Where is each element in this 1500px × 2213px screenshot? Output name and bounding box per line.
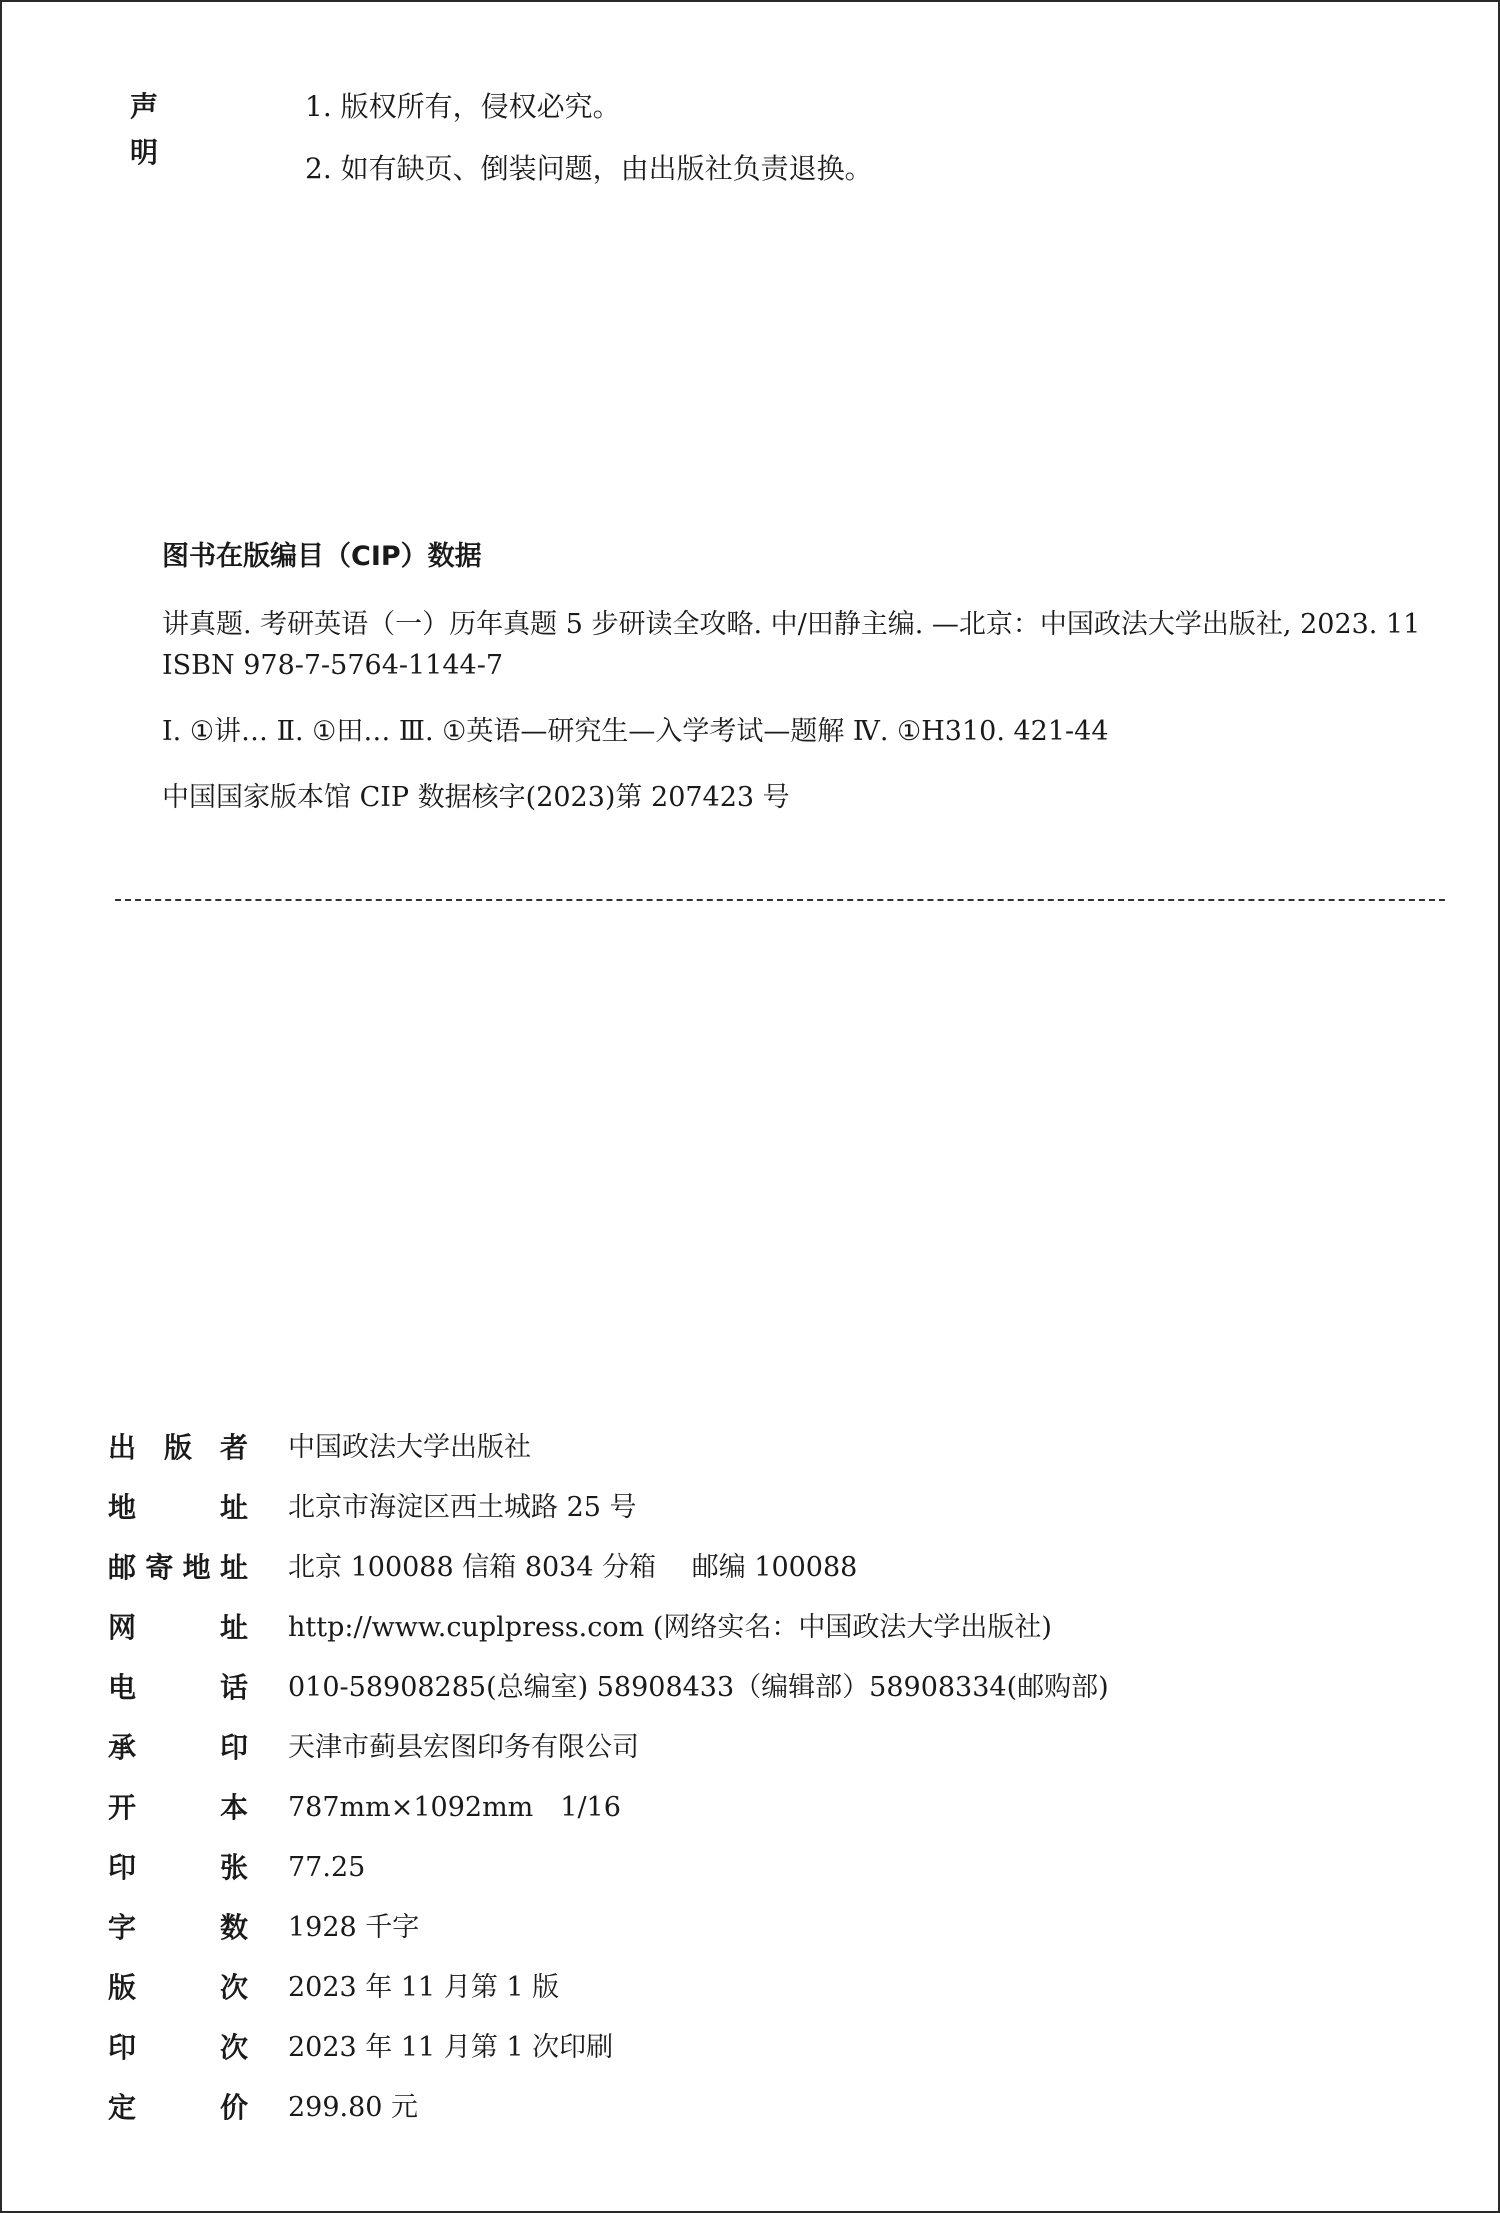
dashed-divider xyxy=(115,899,1445,901)
colophon-value: 2023 年 11 月第 1 次印刷 xyxy=(288,2032,614,2063)
colophon-label-char: 本 xyxy=(219,1791,248,1824)
colophon-label xyxy=(108,1964,248,2012)
colophon-label-char: 址 xyxy=(219,1491,248,1524)
cip-bibliographic-entry: 讲真题. 考研英语（一）历年真题 5 步研读全攻略. 中/田静主编. —北京：中国政法大学出版社, 2023. 11 xyxy=(162,609,1421,640)
colophon-label-char: 印 xyxy=(108,1851,137,1884)
colophon-label-char: 话 xyxy=(219,1671,248,1704)
colophon-label xyxy=(108,2024,248,2072)
cip-isbn: ISBN 978-7-5764-1144-7 xyxy=(162,650,504,681)
colophon-label-char: 版 xyxy=(163,1431,192,1464)
colophon-label-char: 次 xyxy=(219,1971,248,2004)
colophon-label-char: 址 xyxy=(219,1551,248,1584)
colophon-label-char: 次 xyxy=(219,2031,248,2064)
colophon-value: 1928 千字 xyxy=(288,1912,420,1943)
colophon xyxy=(108,1424,1408,2144)
colophon-label-char: 寄 xyxy=(145,1551,174,1584)
colophon-label-char: 版 xyxy=(108,1971,137,2004)
colophon-row-address xyxy=(108,1484,1408,1544)
colophon-value: 北京 100088 信箱 8034 分箱 邮编 100088 xyxy=(288,1552,858,1583)
colophon-row-sheets xyxy=(108,1844,1408,1904)
declaration-row xyxy=(130,146,1370,208)
colophon-value: http://www.cuplpress.com (网络实名：中国政法大学出版社) xyxy=(288,1612,1052,1643)
colophon-label-char: 地 xyxy=(108,1491,137,1524)
colophon-value: 787mm×1092mm 1/16 xyxy=(288,1792,621,1823)
colophon-label-char: 价 xyxy=(219,2091,248,2124)
colophon-value: 77.25 xyxy=(288,1852,366,1883)
colophon-label xyxy=(108,1424,248,1472)
colophon-value: 2023 年 11 月第 1 版 xyxy=(288,1972,560,2003)
colophon-row-edition xyxy=(108,1964,1408,2024)
colophon-label xyxy=(108,1784,248,1832)
colophon-label xyxy=(108,1664,248,1712)
colophon-label-char: 电 xyxy=(108,1671,137,1704)
colophon-label xyxy=(108,1484,248,1532)
colophon-label-char: 印 xyxy=(108,2031,137,2064)
colophon-row-price xyxy=(108,2084,1408,2144)
colophon-label-char: 印 xyxy=(219,1731,248,1764)
declaration-label: 声明 xyxy=(130,90,217,169)
colophon-row-printer xyxy=(108,1724,1408,1784)
colophon-label-char: 字 xyxy=(108,1911,137,1944)
cip-title: 图书在版编目（CIP）数据 xyxy=(162,541,482,572)
colophon-label-char: 地 xyxy=(182,1551,211,1584)
colophon-label xyxy=(108,1844,248,1892)
colophon-label xyxy=(108,1544,248,1592)
cip-data-block xyxy=(162,532,1462,818)
colophon-label-char: 者 xyxy=(219,1431,248,1464)
declaration-item-replacement: 2. 如有缺页、倒装问题，由出版社负责退换。 xyxy=(305,152,873,185)
colophon-label xyxy=(108,1724,248,1772)
colophon-label-char: 定 xyxy=(108,2091,137,2124)
colophon-label xyxy=(108,2084,248,2132)
colophon-label-char: 出 xyxy=(108,1431,137,1464)
colophon-row-mailing-address xyxy=(108,1544,1408,1604)
colophon-value: 北京市海淀区西土城路 25 号 xyxy=(288,1492,637,1523)
colophon-label-char: 承 xyxy=(108,1731,137,1764)
copyright-declaration xyxy=(130,84,1370,208)
colophon-label xyxy=(108,1604,248,1652)
colophon-label-char: 张 xyxy=(219,1851,248,1884)
colophon-label-char: 邮 xyxy=(108,1551,137,1584)
colophon-row-publisher xyxy=(108,1424,1408,1484)
cip-verification-number: 中国国家版本馆 CIP 数据核字(2023)第 207423 号 xyxy=(162,782,790,813)
colophon-row-printing xyxy=(108,2024,1408,2084)
colophon-label xyxy=(108,1904,248,1952)
colophon-value: 天津市蓟县宏图印务有限公司 xyxy=(288,1732,639,1763)
colophon-label-char: 数 xyxy=(219,1911,248,1944)
cip-classification: Ⅰ. ①讲… Ⅱ. ①田… Ⅲ. ①英语—研究生—入学考试—题解 Ⅳ. ①H310. 421-44 xyxy=(162,716,1109,747)
colophon-row-word-count xyxy=(108,1904,1408,1964)
colophon-value: 中国政法大学出版社 xyxy=(288,1432,531,1463)
colophon-row-format xyxy=(108,1784,1408,1844)
colophon-label-char: 开 xyxy=(108,1791,137,1824)
colophon-row-phone xyxy=(108,1664,1408,1724)
declaration-item-copyright: 1. 版权所有，侵权必究。 xyxy=(305,90,621,123)
colophon-label-char: 网 xyxy=(108,1611,137,1644)
colophon-value: 299.80 元 xyxy=(288,2092,419,2123)
colophon-label-char: 址 xyxy=(219,1611,248,1644)
colophon-row-website xyxy=(108,1604,1408,1664)
colophon-value: 010-58908285(总编室) 58908433（编辑部）58908334(邮购部) xyxy=(288,1672,1109,1703)
